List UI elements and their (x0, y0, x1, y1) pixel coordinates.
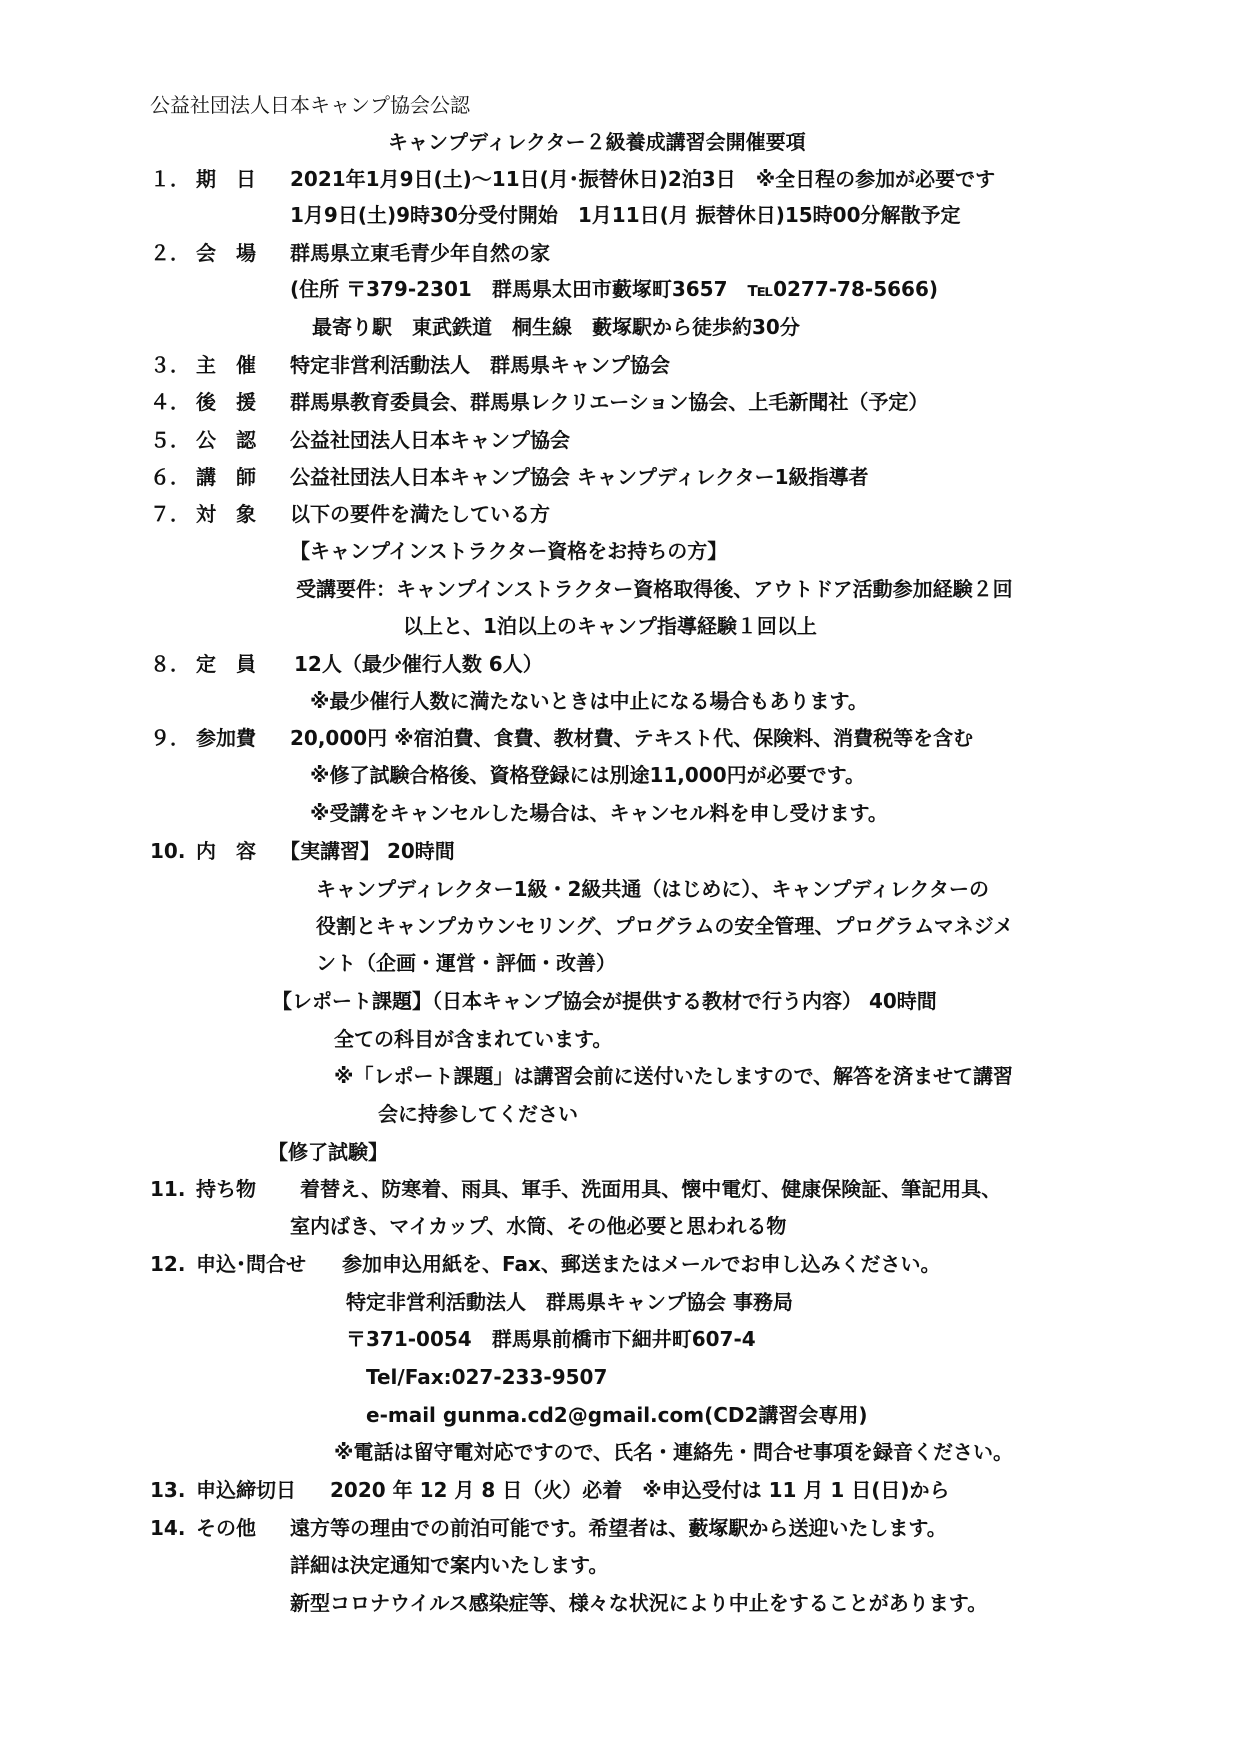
section-number: ７． (150, 502, 190, 526)
section-label: 後 援 (196, 390, 256, 414)
section-line: ント（企画・運営・評価・改善） (316, 951, 616, 975)
section-line: 室内ばき、マイカップ、水筒、その他必要と思われる物 (290, 1214, 787, 1238)
section-line: ※「レポート課題」は講習会前に送付いたしますので、解答を済ませて講習 (334, 1064, 1014, 1088)
section-number: １． (150, 167, 190, 191)
section-label: 会 場 (196, 241, 256, 265)
section-line: 新型コロナウイルス感染症等、様々な状況により中止をすることがあります。 (290, 1591, 988, 1615)
section-line: 1月9日(土)9時30分受付開始 1月11日(月 振替休日)15時00分解散予定 (290, 203, 961, 227)
section-line: 以上と、1泊以上のキャンプ指導経験１回以上 (403, 614, 817, 638)
section-line: ※受講をキャンセルした場合は、キャンセル料を申し受けます。 (310, 801, 888, 825)
section-label: 講 師 (196, 465, 256, 489)
section-line: 2020 年 12 月 8 日（火）必着 ※申込受付は 11 月 1 日(日)から (330, 1478, 950, 1502)
section-number: 10. (150, 839, 186, 863)
section-label: 定 員 (196, 652, 256, 676)
section-label: 申込締切日 (196, 1478, 296, 1502)
section-line: 遠方等の理由での前泊可能です。希望者は、藪塚駅から送迎いたします。 (290, 1516, 947, 1540)
section-line: キャンプディレクター1級・2級共通（はじめに）、キャンプディレクターの (316, 877, 990, 901)
section-line: 参加申込用紙を、Fax、郵送またはメールでお申し込みください。 (342, 1252, 941, 1276)
section-line: 【修了試験】 (268, 1140, 388, 1164)
section-number: 14. (150, 1516, 186, 1540)
section-line: 【実講習】 20時間 (280, 839, 455, 863)
section-number: ８． (150, 652, 190, 676)
section-line: (住所 〒379-2301 群馬県太田市藪塚町3657 ℡0277-78-5666) (290, 277, 938, 301)
section-number: ４． (150, 390, 190, 414)
section-line: 公益社団法人日本キャンプ協会 (290, 428, 570, 452)
section-number: ５． (150, 428, 190, 452)
section-line: 20,000円 ※宿泊費、食費、教材費、テキスト代、保険料、消費税等を含む (290, 726, 974, 750)
section-line: 群馬県教育委員会、群馬県レクリエーション協会、上毛新聞社（予定） (290, 390, 929, 414)
section-line: 特定非営利活動法人 群馬県キャンプ協会 (290, 353, 670, 377)
section-label: 内 容 (196, 839, 256, 863)
section-line: ※電話は留守電対応ですので、氏名・連絡先・問合せ事項を録音ください。 (334, 1440, 1014, 1464)
section-number: ２． (150, 241, 190, 265)
section-label: 持ち物 (196, 1177, 256, 1201)
section-line: 群馬県立東毛青少年自然の家 (290, 241, 550, 265)
section-line: 受講要件：キャンプインストラクター資格取得後、アウトドア活動参加経験２回 (296, 577, 1013, 601)
section-line: 特定非営利活動法人 群馬県キャンプ協会 事務局 (346, 1290, 793, 1314)
section-label: 申込･問合せ (196, 1252, 306, 1276)
section-label: 主 催 (196, 353, 256, 377)
section-label: 参加費 (196, 726, 256, 750)
section-number: ３． (150, 353, 190, 377)
section-number: 13. (150, 1478, 186, 1502)
section-line: 最寄り駅 東武鉄道 桐生線 藪塚駅から徒歩約30分 (312, 315, 800, 339)
section-line: 着替え、防寒着、雨具、軍手、洗面用具、懐中電灯、健康保険証、筆記用具、 (300, 1177, 1002, 1201)
section-line: 2021年1月9日(土)～11日(月･振替休日)2泊3日 ※全日程の参加が必要です (290, 167, 996, 191)
section-line: 以下の要件を満たしている方 (290, 502, 550, 526)
section-line: Tel/Fax:027-233-9507 (366, 1365, 608, 1389)
section-line: 〒371-0054 群馬県前橋市下細井町607-4 (346, 1327, 756, 1351)
section-line: ※最少催行人数に満たないときは中止になる場合もあります。 (310, 689, 868, 713)
section-number: 11. (150, 1177, 186, 1201)
section-label: 対 象 (196, 502, 256, 526)
section-line: 公益社団法人日本キャンプ協会 キャンプディレクター1級指導者 (290, 465, 869, 489)
document-title: キャンプディレクター２級養成講習会開催要項 (388, 130, 806, 154)
section-number: 12. (150, 1252, 186, 1276)
section-number: ９． (150, 726, 190, 750)
section-label: その他 (196, 1516, 256, 1540)
section-line: 12人（最少催行人数 6人） (294, 652, 543, 676)
section-line: 詳細は決定通知で案内いたします。 (290, 1553, 609, 1577)
section-label: 公 認 (196, 428, 256, 452)
section-number: ６． (150, 465, 190, 489)
section-line: 【レポート課題】（日本キャンプ協会が提供する教材で行う内容） 40時間 (272, 989, 937, 1013)
section-line: 全ての科目が含まれています。 (334, 1027, 613, 1051)
section-label: 期 日 (196, 167, 256, 191)
email-line[interactable]: e-mail gunma.cd2@gmail.com(CD2講習会専用) (366, 1403, 868, 1427)
certification-line: 公益社団法人日本キャンプ協会公認 (150, 93, 470, 117)
section-line: ※修了試験合格後、資格登録には別途11,000円が必要です。 (310, 763, 866, 787)
section-line: 役割とキャンプカウンセリング、プログラムの安全管理、プログラムマネジメ (316, 914, 1014, 938)
section-line: 会に持参してください (378, 1102, 578, 1126)
section-line: 【キャンプインストラクター資格をお持ちの方】 (290, 539, 728, 563)
